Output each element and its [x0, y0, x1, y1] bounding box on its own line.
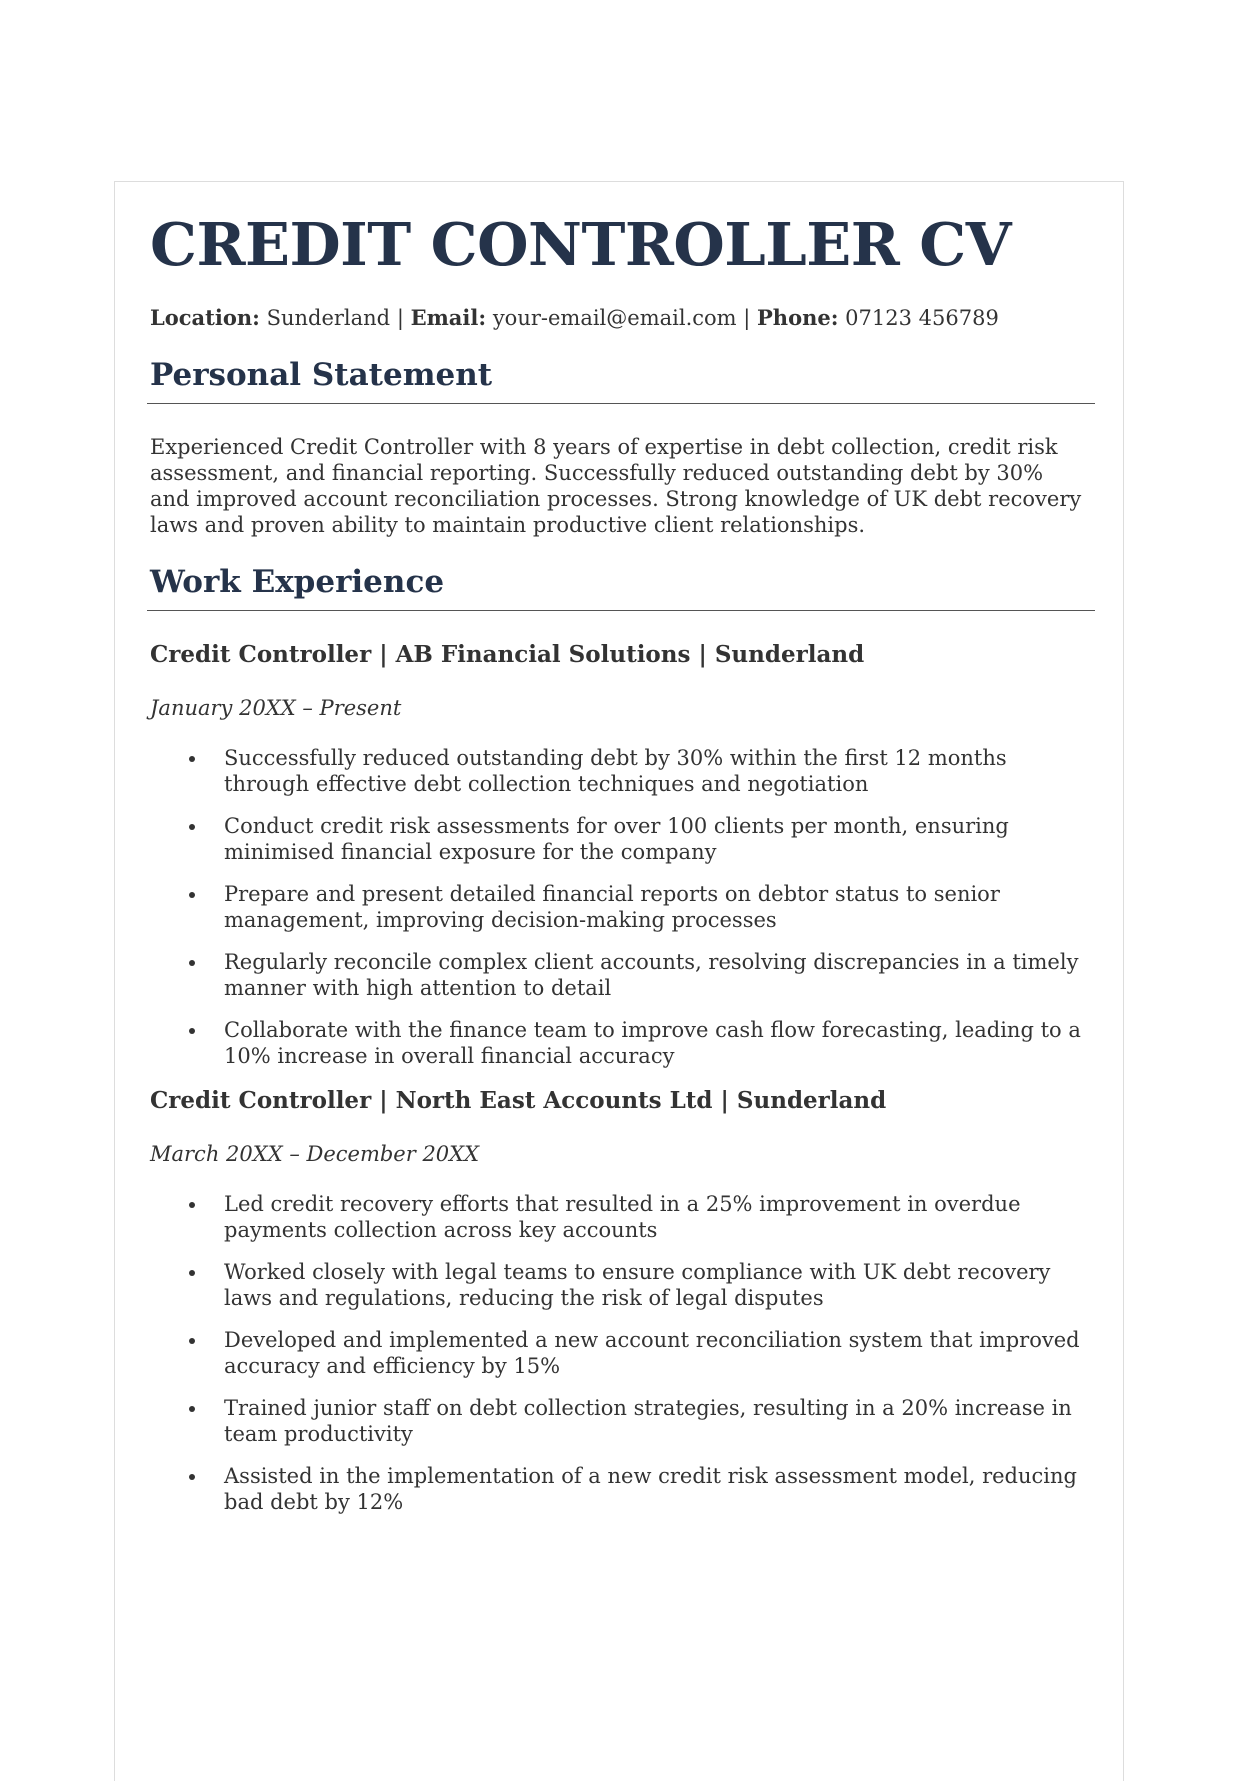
contact-separator: | [396, 306, 404, 330]
location-value: Sunderland [266, 306, 391, 330]
job-dates: March 20XX – December 20XX [150, 1142, 480, 1166]
achievement-item: Successfully reduced outstanding debt by 30% within the first 12 months through effective debt collection techniques and negotiation [224, 745, 1084, 797]
personal-statement-heading: Personal Statement [147, 353, 1095, 404]
email-label: Email: [410, 305, 487, 330]
phone-label: Phone: [757, 305, 839, 330]
phone-value: 07123 456789 [845, 306, 999, 330]
cv-content [150, 205, 1095, 1531]
job-title: Credit Controller | North East Accounts Ltd | Sunderland [150, 1087, 887, 1114]
personal-statement-text: Experienced Credit Controller with 8 years of expertise in debt collection, credit risk assessment, and financial reporting. Successfully reduced outstanding debt by 30% and improved account reconciliation processes. Strong knowledge of UK debt recovery laws and proven ability to maintain productive client relationships. [150, 435, 1082, 537]
location-label: Location: [150, 305, 260, 330]
job-achievements-list [150, 1191, 1095, 1515]
job-entry [150, 639, 1095, 1069]
achievement-item: Worked closely with legal teams to ensure compliance with UK debt recovery laws and regulations, reducing the risk of legal disputes [224, 1259, 1084, 1311]
achievement-item: Led credit recovery efforts that resulted in a 25% improvement in overdue payments collection across key accounts [224, 1191, 1084, 1243]
email-value: your-email@email.com [492, 306, 737, 330]
contact-separator: | [743, 306, 751, 330]
job-achievements-list [150, 745, 1095, 1069]
job-entry [150, 1085, 1095, 1515]
cv-title: CREDIT CONTROLLER CV [150, 210, 1012, 279]
achievement-item: Prepare and present detailed financial reports on debtor status to senior management, improving decision-making processes [224, 881, 1084, 933]
work-experience-heading: Work Experience [147, 560, 1095, 611]
achievement-item: Developed and implemented a new account reconciliation system that improved accuracy and efficiency by 15% [224, 1327, 1084, 1379]
achievement-item: Trained junior staff on debt collection strategies, resulting in a 20% increase in team productivity [224, 1395, 1084, 1447]
achievement-item: Regularly reconcile complex client accounts, resolving discrepancies in a timely manner with high attention to detail [224, 949, 1084, 1001]
achievement-item: Conduct credit risk assessments for over 100 clients per month, ensuring minimised financial exposure for the company [224, 813, 1084, 865]
job-dates: January 20XX – Present [150, 696, 402, 720]
achievement-item: Assisted in the implementation of a new credit risk assessment model, reducing bad debt by 12% [224, 1463, 1084, 1515]
contact-line [150, 303, 1095, 333]
achievement-item: Collaborate with the finance team to improve cash flow forecasting, leading to a 10% increase in overall financial accuracy [224, 1017, 1084, 1069]
job-title: Credit Controller | AB Financial Solutions | Sunderland [150, 641, 865, 668]
